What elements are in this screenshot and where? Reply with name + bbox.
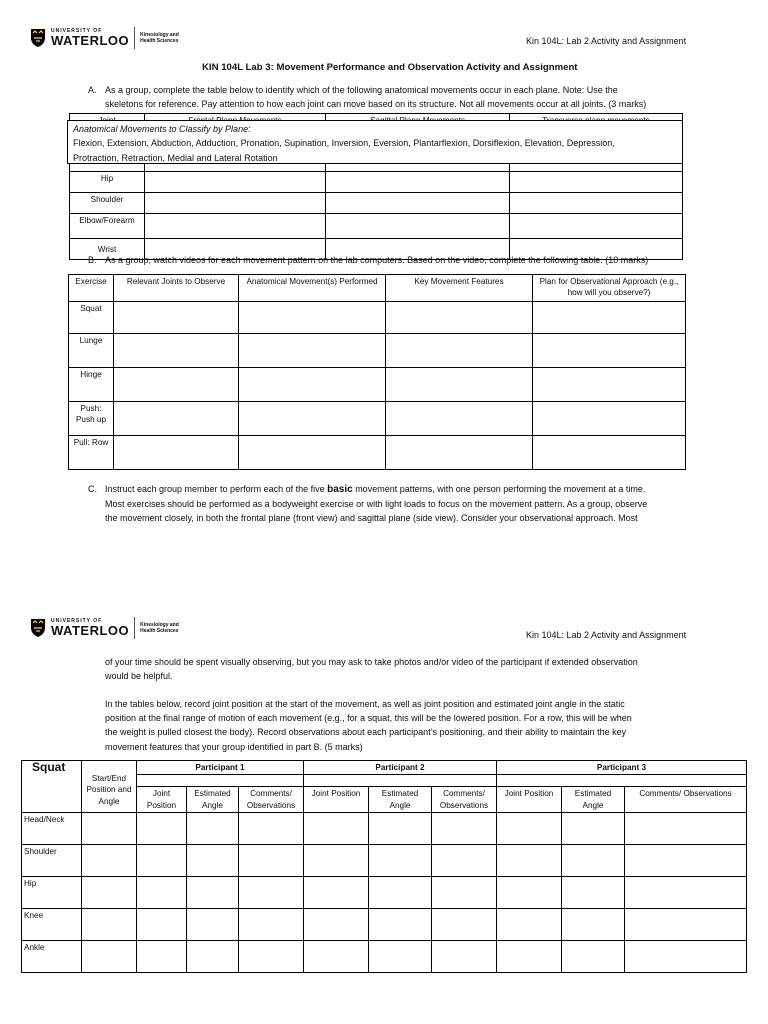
para-2-line-4: movement features that your group identified in part B. (5 marks)	[105, 741, 363, 752]
p1-joint-position: Joint Position	[137, 787, 187, 813]
crest-icon	[30, 618, 46, 638]
input-cell[interactable]	[533, 302, 686, 334]
input-cell[interactable]	[386, 436, 533, 470]
input-cell[interactable]	[497, 813, 562, 845]
input-cell[interactable]	[137, 909, 187, 941]
table-row	[70, 193, 683, 214]
input-cell[interactable]	[625, 845, 747, 877]
input-cell[interactable]	[114, 402, 239, 436]
part-b-letter: B.	[88, 255, 97, 265]
input-cell[interactable]	[562, 941, 625, 973]
input-cell[interactable]	[497, 909, 562, 941]
header-joints: Relevant Joints to Observe	[114, 275, 239, 302]
table-row	[22, 941, 747, 973]
movement-list-line-1: Flexion, Extension, Abduction, Adduction, Pronation, Supination, Inversion, Eversion, Plantarflexion, Dorsiflexion, Elevation, Depression,	[73, 138, 615, 149]
participant-2-label: Participant 2	[375, 763, 425, 772]
squat-title	[22, 761, 82, 813]
exercise-push: Push: Push up	[69, 402, 114, 436]
input-cell[interactable]	[239, 334, 386, 368]
table-row	[70, 214, 683, 239]
input-cell[interactable]	[369, 941, 432, 973]
input-cell[interactable]	[145, 214, 326, 239]
input-cell[interactable]	[137, 877, 187, 909]
input-cell[interactable]	[386, 302, 533, 334]
p3-joint-position: Joint Position	[497, 787, 562, 813]
input-cell[interactable]	[432, 813, 497, 845]
part-a-line-1: As a group, complete the table below to identify which of the following anatomical movements occur in each plane. Note: Use the	[105, 85, 618, 95]
row-knee: Knee	[22, 909, 82, 941]
input-cell[interactable]	[114, 302, 239, 334]
movement-list-box	[67, 120, 683, 164]
part-c-line-1-post: movement patterns, with one person performing the movement at a time.	[352, 484, 646, 494]
row-label-elbow: Elbow/Forearm	[70, 214, 145, 239]
row-label-wrist: Wrist	[70, 239, 145, 260]
input-cell[interactable]	[326, 172, 510, 193]
part-c-line-1	[105, 482, 705, 497]
input-cell[interactable]	[432, 845, 497, 877]
row-label-hip: Hip	[70, 172, 145, 193]
row-shoulder: Shoulder	[22, 845, 82, 877]
para-1-line-2: would be helpful.	[105, 671, 173, 682]
input-cell[interactable]	[497, 845, 562, 877]
input-cell[interactable]	[239, 845, 304, 877]
faculty-name	[140, 622, 179, 635]
input-cell[interactable]	[137, 813, 187, 845]
university-top-text: UNIVERSITY OF	[51, 28, 103, 34]
input-cell[interactable]	[304, 877, 369, 909]
input-cell[interactable]	[432, 909, 497, 941]
participant-1-label: Participant 1	[195, 763, 245, 772]
header-plan: Plan for Observational Approach (e.g., how will you observe?)	[533, 275, 686, 302]
input-cell[interactable]	[187, 877, 239, 909]
input-cell[interactable]	[187, 909, 239, 941]
input-cell[interactable]	[497, 877, 562, 909]
university-wordmark	[51, 619, 129, 637]
part-c-line-2: Most exercises should be performed as a bodyweight exercise or with light loads to focus on the movement pattern. As a group, observe	[105, 499, 648, 510]
input-cell[interactable]	[386, 402, 533, 436]
p1-comments: Comments/ Observations	[239, 787, 304, 813]
logo-divider	[134, 617, 135, 639]
start-end-header: Start/End Position and Angle	[82, 761, 137, 813]
para-1-line-1: of your time should be spent visually observing, but you may ask to take photos and/or video of the participant if extended observation	[105, 657, 638, 667]
input-cell[interactable]	[432, 941, 497, 973]
input-cell[interactable]	[562, 909, 625, 941]
input-cell[interactable]	[82, 813, 137, 845]
input-cell[interactable]	[562, 845, 625, 877]
part-c-line-1-pre: Instruct each group member to perform each of the five	[105, 484, 328, 494]
input-cell[interactable]	[304, 813, 369, 845]
table-row	[22, 909, 747, 941]
page-2-paragraph-1	[105, 655, 705, 683]
part-a-line-2: skeletons for reference. Pay attention to how each joint can move based on its structure. Not all movements occur at all joints. (3 marks)	[105, 99, 647, 110]
university-main-text: WATERLOO	[51, 623, 130, 638]
input-cell[interactable]	[304, 845, 369, 877]
input-cell[interactable]	[239, 877, 304, 909]
para-2-line-3: the weight is pulled closest the body). Record observations about each participant’s positioning, and their ability to maintain the key	[105, 727, 627, 738]
exercise-pull: Pull: Row	[69, 436, 114, 470]
faculty-name	[140, 32, 179, 45]
input-cell[interactable]	[562, 877, 625, 909]
part-c-instructions	[105, 482, 705, 526]
table-row	[22, 813, 747, 845]
table-row	[69, 436, 686, 470]
input-cell[interactable]	[145, 172, 326, 193]
university-main-text: WATERLOO	[51, 33, 130, 48]
input-cell[interactable]	[510, 193, 683, 214]
input-cell[interactable]	[82, 941, 137, 973]
faculty-line-1: Kinesiology and	[140, 31, 179, 38]
input-cell[interactable]	[145, 193, 326, 214]
input-cell[interactable]	[625, 941, 747, 973]
table-row	[22, 845, 747, 877]
input-cell[interactable]	[304, 941, 369, 973]
page-2-paragraph-2	[105, 697, 705, 754]
p3-estimated-angle: Estimated Angle	[562, 787, 625, 813]
input-cell[interactable]	[533, 402, 686, 436]
input-cell[interactable]	[369, 909, 432, 941]
table-row	[69, 302, 686, 334]
row-ankle: Ankle	[22, 941, 82, 973]
input-cell[interactable]	[114, 436, 239, 470]
university-top-text: UNIVERSITY OF	[51, 618, 103, 624]
input-cell[interactable]	[533, 368, 686, 402]
part-c-line-3: the movement closely, in both the frontal plane (front view) and sagittal plane (side view). Consider your observational approach. Most	[105, 513, 638, 524]
row-hip: Hip	[22, 877, 82, 909]
header-exercise: Exercise	[69, 275, 114, 302]
university-logo-page-2	[30, 617, 179, 639]
squat-title-text: Squat	[32, 760, 66, 774]
input-cell[interactable]	[625, 877, 747, 909]
logo-divider	[134, 27, 135, 49]
participant-1-header	[137, 761, 304, 775]
participant-3-label: Participant 3	[596, 763, 647, 772]
p1-estimated-angle: Estimated Angle	[187, 787, 239, 813]
input-cell[interactable]	[114, 368, 239, 402]
input-cell[interactable]	[304, 909, 369, 941]
p3-comments: Comments/ Observations	[625, 787, 747, 813]
movement-pattern-table	[68, 274, 686, 470]
participant-2-header	[304, 761, 497, 775]
input-cell[interactable]	[369, 813, 432, 845]
part-a-instructions	[105, 83, 705, 111]
input-cell[interactable]	[497, 941, 562, 973]
p2-joint-position: Joint Position	[304, 787, 369, 813]
exercise-squat: Squat	[69, 302, 114, 334]
table-row	[69, 368, 686, 402]
faculty-line-2: Health Sciences	[140, 38, 179, 44]
para-2-line-1: In the tables below, record joint position at the start of the movement, as well as joint position and estimated joint angle in the static	[105, 699, 625, 709]
header-anatomical: Anatomical Movement(s) Performed	[239, 275, 386, 302]
input-cell[interactable]	[239, 402, 386, 436]
movement-list-title: Anatomical Movements to Classify by Plane:	[73, 124, 251, 134]
input-cell[interactable]	[369, 877, 432, 909]
input-cell[interactable]	[386, 368, 533, 402]
row-head-neck: Head/Neck	[22, 813, 82, 845]
p2-estimated-angle: Estimated Angle	[369, 787, 432, 813]
input-cell[interactable]	[239, 302, 386, 334]
header-right-page-2: Kin 104L: Lab 2 Activity and Assignment	[526, 630, 687, 640]
input-cell[interactable]	[187, 813, 239, 845]
table-row	[22, 877, 747, 909]
input-cell[interactable]	[239, 813, 304, 845]
exercise-hinge: Hinge	[69, 368, 114, 402]
movement-list-line-2: Protraction, Retraction, Medial and Lateral Rotation	[73, 152, 278, 163]
input-cell[interactable]	[187, 941, 239, 973]
part-a-letter: A.	[88, 85, 97, 95]
squat-observation-table	[21, 760, 747, 973]
part-b-instructions: As a group, watch videos for each movement pattern on the lab computers. Based on the video, complete the following table. (10 marks)	[105, 255, 649, 265]
part-c-bold-word: basic	[327, 484, 353, 495]
row-label-shoulder: Shoulder	[70, 193, 145, 214]
input-cell[interactable]	[137, 845, 187, 877]
p2-comments: Comments/ Observations	[432, 787, 497, 813]
input-cell[interactable]	[326, 193, 510, 214]
para-2-line-2: position at the final range of motion of each movement (e.g., for a squat, this will be the lowered position. For a row, this will be when	[105, 713, 632, 724]
table-row	[69, 402, 686, 436]
faculty-line-2: Health Sciences	[140, 628, 179, 634]
university-wordmark	[51, 29, 129, 47]
participant-3-header	[497, 761, 747, 775]
input-cell[interactable]	[625, 813, 747, 845]
header-key-features: Key Movement Features	[386, 275, 533, 302]
exercise-lunge: Lunge	[69, 334, 114, 368]
header-right: Kin 104L: Lab 2 Activity and Assignment	[526, 36, 687, 46]
table-row	[70, 172, 683, 193]
table-row	[69, 334, 686, 368]
input-cell[interactable]	[82, 877, 137, 909]
input-cell[interactable]	[239, 909, 304, 941]
crest-icon	[30, 28, 46, 48]
input-cell[interactable]	[432, 877, 497, 909]
input-cell[interactable]	[239, 436, 386, 470]
part-c-letter: C.	[88, 484, 97, 494]
input-cell[interactable]	[533, 436, 686, 470]
input-cell[interactable]	[326, 214, 510, 239]
input-cell[interactable]	[239, 941, 304, 973]
input-cell[interactable]	[187, 845, 239, 877]
input-cell[interactable]	[82, 909, 137, 941]
input-cell[interactable]	[562, 813, 625, 845]
input-cell[interactable]	[137, 941, 187, 973]
page-title: KIN 104L Lab 3: Movement Performance and Observation Activity and Assignment	[202, 62, 578, 73]
input-cell[interactable]	[369, 845, 432, 877]
input-cell[interactable]	[82, 845, 137, 877]
faculty-line-1: Kinesiology and	[140, 621, 179, 628]
input-cell[interactable]	[386, 334, 533, 368]
input-cell[interactable]	[625, 909, 747, 941]
input-cell[interactable]	[533, 334, 686, 368]
input-cell[interactable]	[114, 334, 239, 368]
university-logo	[30, 27, 179, 49]
input-cell[interactable]	[239, 368, 386, 402]
input-cell[interactable]	[510, 214, 683, 239]
input-cell[interactable]	[510, 172, 683, 193]
